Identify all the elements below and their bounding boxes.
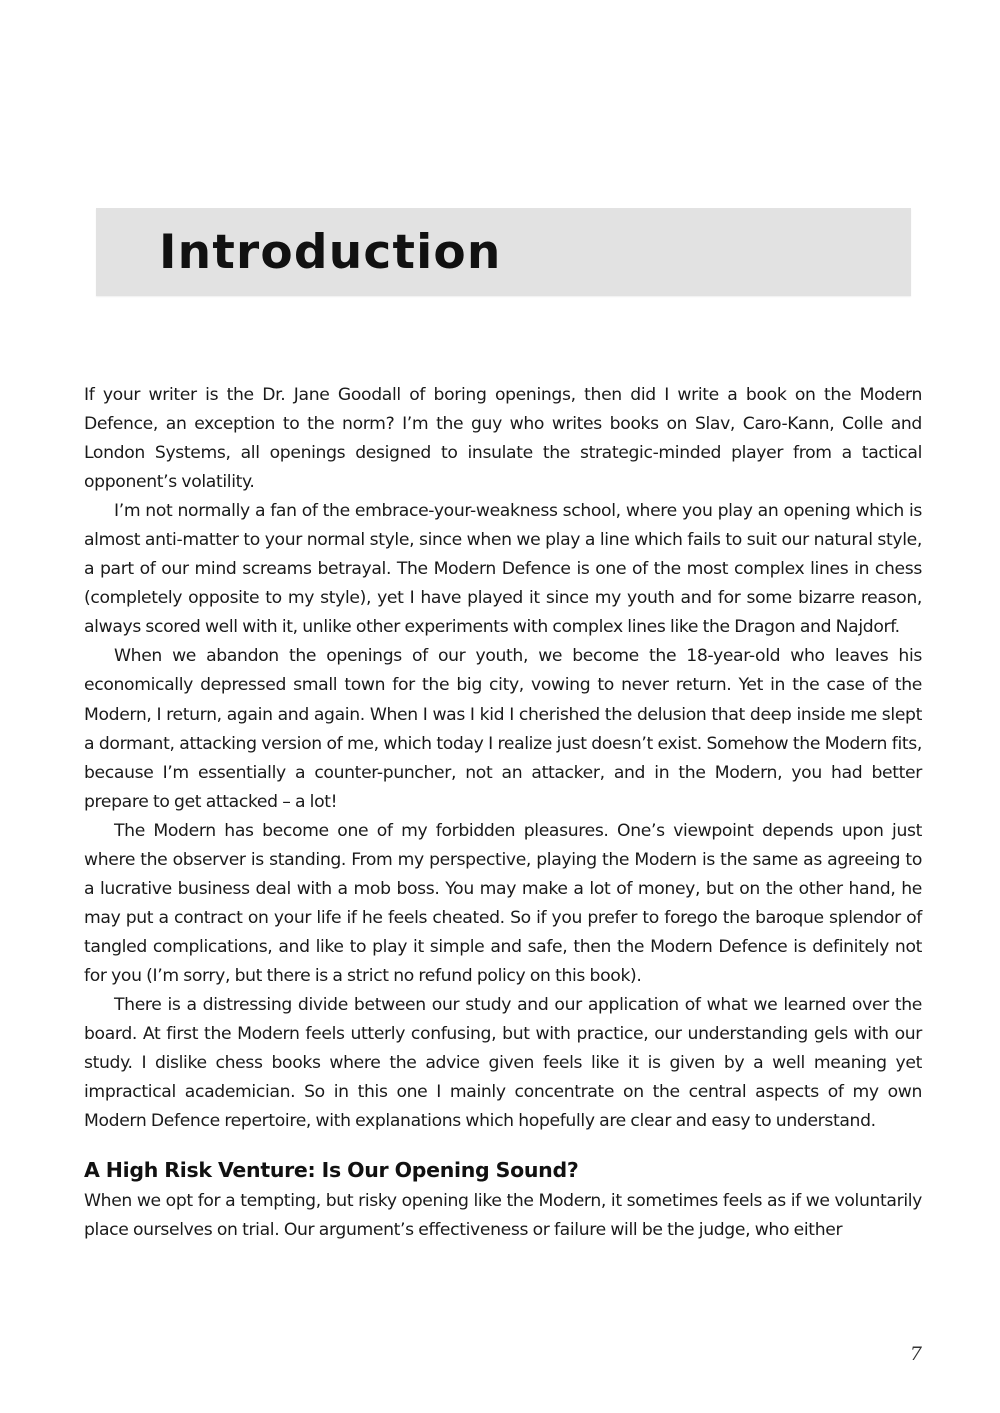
section-paragraph: When we opt for a tempting, but risky opening like the Modern, it sometimes feels as if we voluntarily place ourselves on trial. Our argument’s effectiveness or failure will be the judge, who either bbox=[84, 1191, 922, 1241]
chapter-title: Introduction bbox=[159, 225, 502, 280]
paragraph: When we abandon the openings of our youth, we become the 18-year-old who leaves his economically depressed small town for the big city, vowing to never return. Yet in the case of the Modern, I return, again and again. When I was I kid I cherished the delusion that deep inside me slept a dormant, attacking version of me, which today I realize just doesn’t exist. Somehow the Modern fits, because I’m essentially a counter-puncher, not an attacker, and in the Modern, you had better prepare to get attacked – a lot! bbox=[84, 646, 922, 812]
chapter-title-band bbox=[96, 208, 911, 296]
chapter-body bbox=[84, 381, 922, 1245]
section-heading: A High Risk Venture: Is Our Opening Sound? bbox=[84, 1158, 579, 1183]
page-number: 7 bbox=[909, 1343, 922, 1365]
paragraph: There is a distressing divide between our study and our application of what we learned over the board. At first the Modern feels utterly confusing, but with practice, our understanding gels with our study. I dislike chess books where the advice given feels like it is given by a well meaning yet impractical academician. So in this one I mainly concentrate on the central aspects of my own Modern Defence repertoire, with explanations which hopefully are clear and easy to understand. bbox=[84, 994, 922, 1132]
paragraph: The Modern has become one of my forbidden pleasures. One’s viewpoint depends upon just where the observer is standing. From my perspective, playing the Modern is the same as agreeing to a lucrative business deal with a mob boss. You may make a lot of money, but on the other hand, he may put a contract on your life if he feels cheated. So if you prefer to forego the baroque splendor of tangled complications, and like to play it simple and safe, then the Modern Defence is definitely not for you (I’m sorry, but there is a strict no refund policy on this book). bbox=[84, 820, 922, 986]
paragraph: If your writer is the Dr. Jane Goodall of boring openings, then did I write a book on the Modern Defence, an exception to the norm? I’m the guy who writes books on Slav, Caro-Kann, Colle and London Systems, all openings designed to insulate the strategic-minded player from a tactical opponent’s volatility. bbox=[84, 385, 922, 493]
paragraph: I’m not normally a fan of the embrace-your-weakness school, where you play an opening which is almost anti-matter to your normal style, since when we play a line which fails to suit our natural style, a part of our mind screams betrayal. The Modern Defence is one of the most complex lines in chess (completely opposite to my style), yet I have played it since my youth and for some bizarre reason, always scored well with it, unlike other experiments with complex lines like the Dragon and Najdorf. bbox=[84, 501, 922, 638]
